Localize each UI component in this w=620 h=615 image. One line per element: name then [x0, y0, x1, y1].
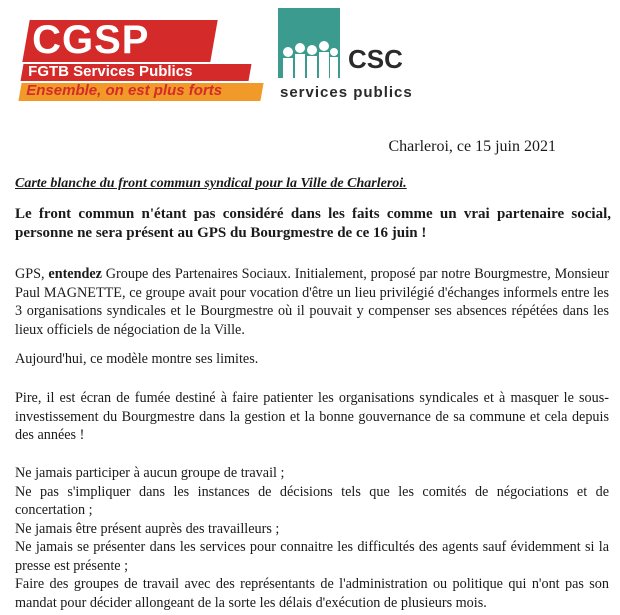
- paragraph-intro-rest: Groupe des Partenaires Sociaux. Initialement, proposé par notre Bourgmestre, Monsieur Paul MAGNETTE, ce groupe avait pour vocation d'être un lieu privilégié d'échanges informels entre les 3 organisations syndicales et le Bourgmestre où il pouvait y compenser ses absences répétées dans les lieux officiels de négociation de la Ville.: [15, 266, 610, 338]
- csc-logo-name: CSC: [348, 44, 403, 74]
- cgsp-logo-subtitle: FGTB Services Publics: [28, 63, 193, 80]
- cgsp-logo-name-band: [22, 20, 217, 62]
- cgsp-logo: [22, 20, 262, 102]
- list-item: Faire des groupes de travail avec des représentants de l'administration ou politique qui n'ont pas son mandat pour décider allongeant de la sorte les délais d'exécution de plusieurs mois.: [15, 576, 609, 611]
- cgsp-logo-slogan-band: [18, 83, 263, 101]
- list-item: Ne pas s'impliquer dans les instances de décisions tels que les comités de négociations et de concertation ;: [15, 483, 609, 518]
- cgsp-logo-name: CGSP: [32, 18, 150, 62]
- paragraph-criticism: Pire, il est écran de fumée destiné à faire patienter les organisations syndicales et à masquer le sous-investissement du Bourgmestre dans la gestion et la bonne gouvernance de sa commune et cela depuis des années !: [15, 390, 609, 443]
- csc-logo-emblem-icon: [278, 8, 340, 78]
- document-headline: Le front commun n'étant pas considéré dans les faits comme un vrai partenaire social, personne ne sera présent au GPS du Bourgmestre de ce 16 juin !: [15, 206, 611, 241]
- paragraph-intro: [15, 265, 609, 339]
- csc-logo: [278, 8, 418, 108]
- list-item: Ne jamais se présenter dans les services pour connaitre les difficultés des agents sauf évidemment si la presse est présente ;: [15, 539, 609, 574]
- paragraph-limits: Aujourd'hui, ce modèle montre ses limites.: [15, 351, 259, 367]
- grievance-list: [15, 464, 609, 612]
- list-item: Ne jamais être présent auprès des travailleurs ;: [15, 520, 280, 537]
- cgsp-logo-slogan: Ensemble, on est plus forts: [26, 82, 223, 99]
- paragraph-intro-emphasis: entendez: [48, 266, 102, 282]
- cgsp-logo-subtitle-band: [21, 64, 252, 81]
- document-title: Carte blanche du front commun syndical pour la Ville de Charleroi.: [15, 176, 407, 191]
- list-item: Ne jamais participer à aucun groupe de travail ;: [15, 465, 285, 481]
- csc-logo-subtitle: services publics: [280, 84, 413, 101]
- document-date: Charleroi, ce 15 juin 2021: [388, 138, 556, 155]
- paragraph-intro-lead: GPS,: [15, 266, 49, 282]
